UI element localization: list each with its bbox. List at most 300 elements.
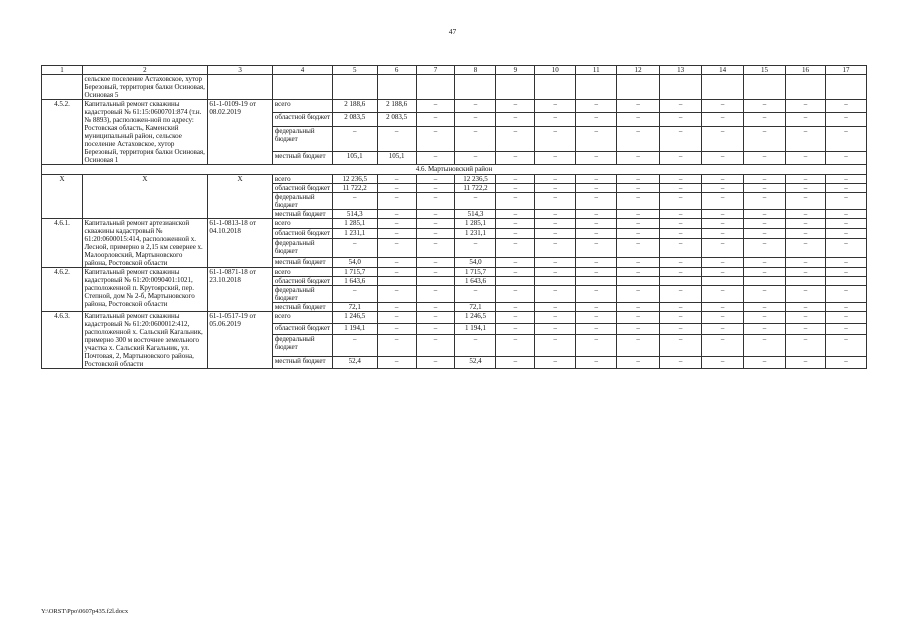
amount-cell: 12 236,5: [332, 175, 377, 184]
amount-cell: –: [825, 303, 866, 312]
amount-cell: –: [535, 210, 576, 219]
amount-cell: –: [496, 312, 535, 324]
budget-source: областной бюджет: [273, 229, 332, 239]
cell-empty: [273, 75, 332, 100]
amount-cell: –: [786, 303, 826, 312]
amount-cell: –: [535, 151, 576, 164]
amount-cell: –: [702, 210, 744, 219]
cell-empty: [332, 75, 377, 100]
amount-cell: –: [576, 303, 617, 312]
amount-cell: –: [496, 257, 535, 267]
document-number: 61-1-0871-18 от 23.10.2018: [207, 268, 273, 312]
amount-cell: –: [576, 286, 617, 303]
amount-cell: –: [617, 229, 660, 239]
document-number: Х: [207, 175, 273, 219]
amount-cell: 1 715,7: [455, 268, 496, 277]
amount-cell: [786, 277, 826, 286]
amount-cell: –: [416, 113, 455, 126]
amount-cell: –: [825, 286, 866, 303]
amount-cell: –: [617, 210, 660, 219]
table-body: [42, 66, 867, 369]
amount-cell: –: [496, 100, 535, 113]
amount-cell: –: [786, 257, 826, 267]
amount-cell: –: [825, 175, 866, 184]
amount-cell: [825, 277, 866, 286]
amount-cell: 54,0: [455, 257, 496, 267]
amount-cell: 72,1: [455, 303, 496, 312]
amount-cell: –: [660, 219, 702, 229]
amount-cell: –: [617, 175, 660, 184]
header-row: [42, 66, 867, 75]
amount-cell: –: [825, 312, 866, 324]
table-row: [42, 219, 867, 229]
amount-cell: –: [377, 239, 416, 258]
amount-cell: 1 246,5: [332, 312, 377, 324]
amount-cell: –: [744, 113, 786, 126]
column-number: 9: [496, 66, 535, 75]
amount-cell: –: [825, 126, 866, 151]
amount-cell: –: [496, 113, 535, 126]
amount-cell: –: [455, 335, 496, 357]
amount-cell: –: [496, 357, 535, 369]
budget-source: федеральный бюджет: [273, 239, 332, 258]
amount-cell: –: [576, 193, 617, 210]
amount-cell: –: [702, 323, 744, 335]
object-name: сельское поселение Астаховское, хутор Березовый, территория балки Осиновая, Осиновая 5: [82, 75, 207, 100]
amount-cell: –: [660, 229, 702, 239]
budget-table: [41, 65, 867, 369]
amount-cell: –: [786, 219, 826, 229]
amount-cell: 1 715,7: [332, 268, 377, 277]
column-number: 10: [535, 66, 576, 75]
amount-cell: –: [786, 357, 826, 369]
amount-cell: –: [377, 312, 416, 324]
amount-cell: –: [702, 335, 744, 357]
amount-cell: –: [576, 100, 617, 113]
cell-empty: [617, 75, 660, 100]
amount-cell: –: [786, 100, 826, 113]
amount-cell: –: [660, 184, 702, 193]
column-number: 2: [82, 66, 207, 75]
cell-empty: [786, 75, 826, 100]
amount-cell: –: [825, 257, 866, 267]
amount-cell: –: [416, 126, 455, 151]
amount-cell: –: [617, 323, 660, 335]
amount-cell: –: [702, 193, 744, 210]
amount-cell: –: [786, 268, 826, 277]
cell-empty: [377, 75, 416, 100]
amount-cell: –: [744, 239, 786, 258]
amount-cell: –: [416, 219, 455, 229]
amount-cell: [660, 277, 702, 286]
amount-cell: 2 188,6: [377, 100, 416, 113]
amount-cell: 1 643,6: [332, 277, 377, 286]
cell-empty: [416, 75, 455, 100]
budget-source: федеральный бюджет: [273, 126, 332, 151]
amount-cell: [702, 277, 744, 286]
amount-cell: 52,4: [332, 357, 377, 369]
amount-cell: 1 231,1: [455, 229, 496, 239]
amount-cell: –: [576, 210, 617, 219]
amount-cell: –: [496, 286, 535, 303]
amount-cell: 2 083,5: [377, 113, 416, 126]
amount-cell: –: [786, 286, 826, 303]
column-number: 17: [825, 66, 866, 75]
amount-cell: 1 285,1: [455, 219, 496, 229]
amount-cell: 105,1: [377, 151, 416, 164]
amount-cell: [576, 277, 617, 286]
cell-empty: [825, 75, 866, 100]
amount-cell: –: [416, 335, 455, 357]
amount-cell: –: [332, 193, 377, 210]
amount-cell: 11 722,2: [332, 184, 377, 193]
amount-cell: –: [455, 126, 496, 151]
table-row: [42, 312, 867, 324]
amount-cell: –: [416, 229, 455, 239]
amount-cell: –: [576, 184, 617, 193]
budget-source: всего: [273, 100, 332, 113]
amount-cell: –: [786, 151, 826, 164]
budget-source: областной бюджет: [273, 277, 332, 286]
amount-cell: –: [535, 113, 576, 126]
budget-source: областной бюджет: [273, 113, 332, 126]
amount-cell: –: [825, 113, 866, 126]
amount-cell: –: [377, 184, 416, 193]
amount-cell: –: [535, 286, 576, 303]
table-row: [42, 75, 867, 100]
amount-cell: –: [825, 210, 866, 219]
amount-cell: –: [416, 193, 455, 210]
amount-cell: –: [617, 100, 660, 113]
amount-cell: –: [576, 151, 617, 164]
amount-cell: –: [332, 239, 377, 258]
amount-cell: –: [702, 357, 744, 369]
amount-cell: –: [786, 210, 826, 219]
amount-cell: –: [660, 193, 702, 210]
column-number: 8: [455, 66, 496, 75]
document-number: 61-1-0813-18 от 04.10.2018: [207, 219, 273, 268]
amount-cell: –: [702, 312, 744, 324]
amount-cell: –: [825, 100, 866, 113]
amount-cell: –: [496, 268, 535, 277]
amount-cell: –: [617, 257, 660, 267]
amount-cell: –: [744, 323, 786, 335]
budget-source: федеральный бюджет: [273, 193, 332, 210]
amount-cell: –: [744, 357, 786, 369]
column-number: 14: [702, 66, 744, 75]
budget-source: всего: [273, 312, 332, 324]
amount-cell: 1 194,1: [332, 323, 377, 335]
amount-cell: –: [535, 312, 576, 324]
amount-cell: –: [660, 100, 702, 113]
amount-cell: –: [660, 257, 702, 267]
amount-cell: –: [576, 357, 617, 369]
column-number: 6: [377, 66, 416, 75]
budget-source: всего: [273, 175, 332, 184]
amount-cell: –: [660, 113, 702, 126]
table-row: [42, 100, 867, 113]
amount-cell: –: [416, 210, 455, 219]
budget-source: всего: [273, 219, 332, 229]
amount-cell: –: [744, 100, 786, 113]
amount-cell: 1 194,1: [455, 323, 496, 335]
amount-cell: 514,3: [332, 210, 377, 219]
column-number: 15: [744, 66, 786, 75]
amount-cell: –: [744, 312, 786, 324]
amount-cell: –: [416, 286, 455, 303]
budget-source: местный бюджет: [273, 303, 332, 312]
amount-cell: [496, 277, 535, 286]
amount-cell: –: [535, 100, 576, 113]
amount-cell: –: [786, 113, 826, 126]
amount-cell: –: [825, 239, 866, 258]
amount-cell: –: [496, 323, 535, 335]
amount-cell: –: [496, 193, 535, 210]
amount-cell: –: [535, 175, 576, 184]
amount-cell: –: [744, 126, 786, 151]
amount-cell: –: [825, 229, 866, 239]
amount-cell: –: [535, 229, 576, 239]
amount-cell: –: [702, 126, 744, 151]
amount-cell: –: [825, 219, 866, 229]
amount-cell: –: [455, 151, 496, 164]
amount-cell: 2 188,6: [332, 100, 377, 113]
amount-cell: –: [416, 257, 455, 267]
amount-cell: 1 285,1: [332, 219, 377, 229]
amount-cell: –: [744, 151, 786, 164]
amount-cell: –: [535, 126, 576, 151]
table-row: [42, 175, 867, 184]
amount-cell: –: [535, 357, 576, 369]
amount-cell: –: [825, 151, 866, 164]
amount-cell: –: [496, 151, 535, 164]
amount-cell: –: [416, 175, 455, 184]
amount-cell: [617, 277, 660, 286]
amount-cell: 52,4: [455, 357, 496, 369]
amount-cell: –: [496, 303, 535, 312]
document-number: 61-1-0109-19 от 08.02.2019: [207, 100, 273, 165]
amount-cell: –: [576, 268, 617, 277]
amount-cell: –: [416, 184, 455, 193]
amount-cell: –: [576, 219, 617, 229]
amount-cell: –: [535, 184, 576, 193]
amount-cell: –: [660, 357, 702, 369]
amount-cell: –: [617, 126, 660, 151]
amount-cell: 11 722,2: [455, 184, 496, 193]
amount-cell: –: [660, 151, 702, 164]
amount-cell: –: [416, 312, 455, 324]
amount-cell: –: [576, 335, 617, 357]
amount-cell: –: [576, 239, 617, 258]
amount-cell: –: [377, 335, 416, 357]
amount-cell: –: [455, 113, 496, 126]
amount-cell: –: [617, 193, 660, 210]
amount-cell: 1 643,6: [455, 277, 496, 286]
cell-empty: [496, 75, 535, 100]
amount-cell: –: [702, 239, 744, 258]
item-number: 4.6.2.: [42, 268, 83, 312]
amount-cell: –: [535, 219, 576, 229]
column-number: 1: [42, 66, 83, 75]
amount-cell: 12 236,5: [455, 175, 496, 184]
amount-cell: –: [617, 239, 660, 258]
budget-source: федеральный бюджет: [273, 335, 332, 357]
amount-cell: –: [416, 323, 455, 335]
amount-cell: –: [496, 126, 535, 151]
amount-cell: –: [535, 193, 576, 210]
item-number: 4.5.2.: [42, 100, 83, 165]
amount-cell: –: [416, 151, 455, 164]
amount-cell: –: [825, 335, 866, 357]
amount-cell: –: [825, 357, 866, 369]
column-number: 12: [617, 66, 660, 75]
amount-cell: –: [702, 175, 744, 184]
amount-cell: –: [702, 303, 744, 312]
document-number: 61-1-0517-19 от 05.06.2019: [207, 312, 273, 369]
amount-cell: –: [744, 268, 786, 277]
amount-cell: –: [535, 303, 576, 312]
item-number: 4.6.1.: [42, 219, 83, 268]
amount-cell: –: [617, 312, 660, 324]
section-row: [42, 165, 867, 175]
budget-source: местный бюджет: [273, 257, 332, 267]
cell-empty: [455, 75, 496, 100]
amount-cell: –: [332, 335, 377, 357]
amount-cell: 1 246,5: [455, 312, 496, 324]
amount-cell: –: [576, 113, 617, 126]
amount-cell: –: [535, 268, 576, 277]
amount-cell: –: [576, 257, 617, 267]
amount-cell: –: [786, 175, 826, 184]
amount-cell: [744, 277, 786, 286]
amount-cell: –: [455, 100, 496, 113]
amount-cell: –: [660, 323, 702, 335]
amount-cell: –: [744, 286, 786, 303]
item-number: 4.6.3.: [42, 312, 83, 369]
file-path-footer: Y:\ORST\Ppo\0607p435.f2l.docx: [41, 608, 129, 615]
amount-cell: –: [617, 184, 660, 193]
budget-source: федеральный бюджет: [273, 286, 332, 303]
amount-cell: 72,1: [332, 303, 377, 312]
amount-cell: –: [744, 193, 786, 210]
amount-cell: –: [702, 151, 744, 164]
column-number: 5: [332, 66, 377, 75]
column-number: 4: [273, 66, 332, 75]
amount-cell: –: [377, 357, 416, 369]
column-number: 16: [786, 66, 826, 75]
amount-cell: –: [496, 210, 535, 219]
amount-cell: –: [455, 193, 496, 210]
budget-source: местный бюджет: [273, 151, 332, 164]
amount-cell: –: [377, 323, 416, 335]
amount-cell: –: [535, 239, 576, 258]
cell-empty: [660, 75, 702, 100]
cell-empty: [207, 75, 273, 100]
object-name: Х: [82, 175, 207, 219]
item-number: Х: [42, 175, 83, 219]
amount-cell: –: [702, 100, 744, 113]
amount-cell: –: [617, 303, 660, 312]
amount-cell: –: [496, 184, 535, 193]
amount-cell: –: [660, 286, 702, 303]
amount-cell: –: [660, 126, 702, 151]
column-number: 11: [576, 66, 617, 75]
amount-cell: –: [825, 184, 866, 193]
amount-cell: –: [332, 126, 377, 151]
object-name: Капитальный ремонт скважины кадастровый № 61:20:0090401:1021, расположенной п. Крутоярский, пер. Степной, дом № 2-б, Мартыновского района, Ростовской области: [82, 268, 207, 312]
amount-cell: –: [744, 175, 786, 184]
budget-source: областной бюджет: [273, 323, 332, 335]
amount-cell: –: [377, 219, 416, 229]
amount-cell: –: [660, 268, 702, 277]
cell-empty: [576, 75, 617, 100]
amount-cell: –: [786, 239, 826, 258]
object-name: Капитальный ремонт скважины кадастровый № 61:20:0600012:412, расположенной х. Сальский Кагальник, примерно 300 м восточнее земельного участка х. Сальский Кагальник, ул. Почтовая, 2, Мартыновского района, Ростовской области: [82, 312, 207, 369]
budget-source: местный бюджет: [273, 357, 332, 369]
amount-cell: 2 083,5: [332, 113, 377, 126]
amount-cell: –: [617, 335, 660, 357]
amount-cell: –: [377, 229, 416, 239]
amount-cell: –: [702, 268, 744, 277]
cell-empty: [702, 75, 744, 100]
amount-cell: –: [825, 323, 866, 335]
amount-cell: –: [617, 151, 660, 164]
table-row: [42, 268, 867, 277]
amount-cell: –: [617, 113, 660, 126]
section-title: 4.6. Мартыновский район: [42, 165, 867, 175]
amount-cell: –: [786, 193, 826, 210]
amount-cell: –: [535, 323, 576, 335]
amount-cell: –: [377, 193, 416, 210]
amount-cell: –: [744, 210, 786, 219]
amount-cell: 54,0: [332, 257, 377, 267]
amount-cell: –: [702, 286, 744, 303]
amount-cell: –: [660, 239, 702, 258]
cell-empty: [744, 75, 786, 100]
amount-cell: –: [744, 335, 786, 357]
amount-cell: –: [377, 268, 416, 277]
amount-cell: –: [332, 286, 377, 303]
cell-empty: [42, 75, 83, 100]
amount-cell: –: [377, 175, 416, 184]
amount-cell: –: [377, 210, 416, 219]
amount-cell: –: [416, 239, 455, 258]
column-number: 7: [416, 66, 455, 75]
amount-cell: –: [660, 303, 702, 312]
amount-cell: –: [617, 357, 660, 369]
amount-cell: –: [416, 100, 455, 113]
amount-cell: [377, 277, 416, 286]
amount-cell: –: [744, 257, 786, 267]
amount-cell: –: [416, 303, 455, 312]
budget-source: всего: [273, 268, 332, 277]
amount-cell: –: [744, 303, 786, 312]
amount-cell: –: [660, 335, 702, 357]
amount-cell: –: [702, 113, 744, 126]
amount-cell: –: [702, 257, 744, 267]
column-number: 13: [660, 66, 702, 75]
amount-cell: [416, 277, 455, 286]
amount-cell: –: [660, 312, 702, 324]
amount-cell: –: [496, 175, 535, 184]
amount-cell: –: [496, 219, 535, 229]
amount-cell: –: [576, 175, 617, 184]
page-number: 47: [448, 27, 457, 36]
amount-cell: –: [455, 239, 496, 258]
amount-cell: –: [496, 229, 535, 239]
amount-cell: –: [416, 268, 455, 277]
amount-cell: –: [786, 229, 826, 239]
